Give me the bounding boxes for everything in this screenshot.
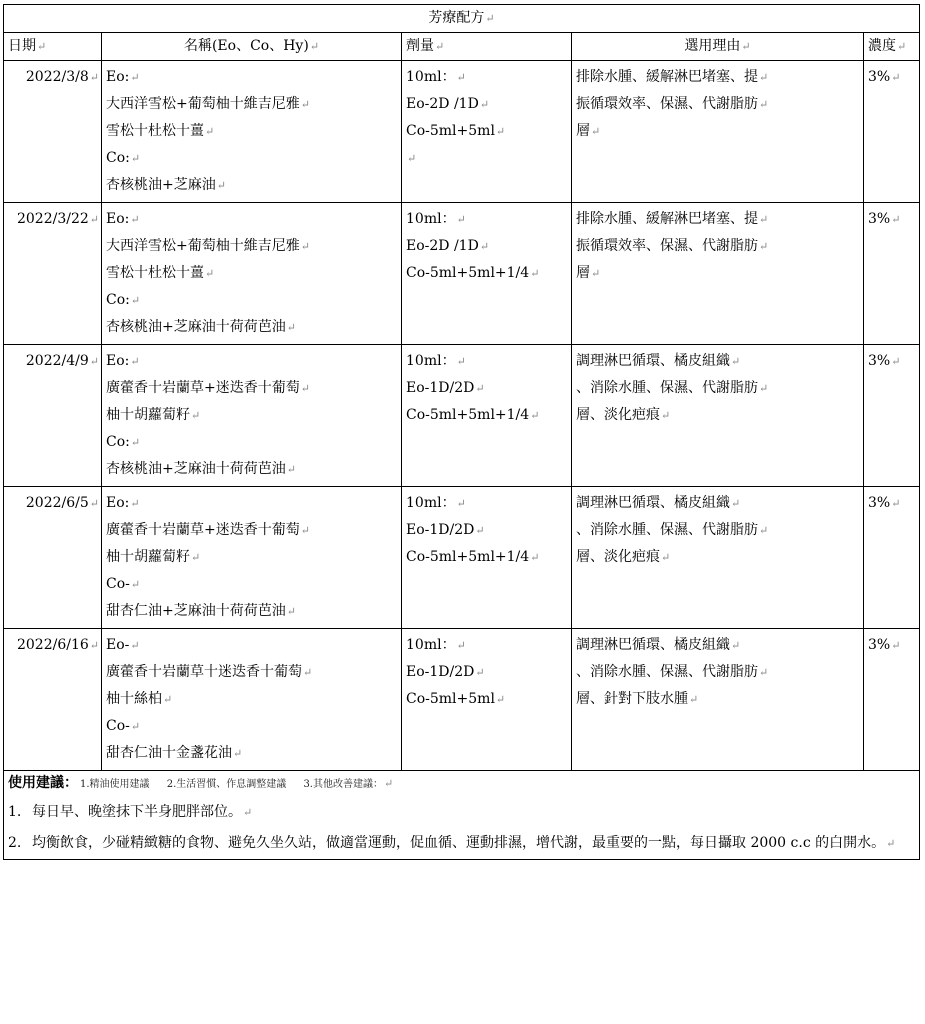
name-line: Co:↵: [106, 434, 141, 450]
name-line: 大西洋雪松+葡萄柚十維吉尼雅↵: [106, 96, 310, 112]
reason-line: 振循環效率、保濕、代謝脂肪↵: [576, 96, 769, 112]
reason-cell: [572, 61, 864, 203]
name-line: 甜杏仁油十金盞花油↵: [106, 745, 243, 761]
dose-line: Co-5ml+5ml+1/4↵: [406, 407, 540, 423]
header-reason: 選用理由↵: [572, 33, 864, 61]
name-line: 杏核桃油+芝麻油↵: [106, 177, 226, 193]
reason-cell: [572, 203, 864, 345]
dose-line: 10ml：↵: [406, 69, 466, 85]
reason-line: 調理淋巴循環、橘皮組織↵: [576, 495, 741, 511]
name-line: Eo:↵: [106, 69, 140, 85]
header-concentration: 濃度↵: [864, 33, 920, 61]
reason-line: 排除水腫、緩解淋巴堵塞、提↵: [576, 69, 769, 85]
reason-line: 排除水腫、緩解淋巴堵塞、提↵: [576, 211, 769, 227]
name-line: 柚十胡蘿蔔籽↵: [106, 549, 201, 565]
name-cell: [102, 203, 402, 345]
header-date: 日期↵: [4, 33, 102, 61]
reason-line: 、消除水腫、保濕、代謝脂肪↵: [576, 664, 769, 680]
reason-line: 層、淡化疤痕↵: [576, 407, 671, 423]
concentration-cell: 3%↵: [864, 61, 920, 203]
name-line: 廣藿香十岩蘭草+迷迭香十葡萄↵: [106, 380, 310, 396]
reason-cell: [572, 487, 864, 629]
concentration-cell: 3%↵: [864, 629, 920, 771]
table-row: [4, 629, 920, 771]
name-cell: [102, 345, 402, 487]
reason-cell: [572, 345, 864, 487]
reason-line: 振循環效率、保濕、代謝脂肪↵: [576, 238, 769, 254]
reason-line: 層↵: [576, 265, 601, 281]
name-line: Co:↵: [106, 292, 141, 308]
dose-line: Co-5ml+5ml+1/4↵: [406, 265, 540, 281]
dose-line: Eo-1D/2D↵: [406, 522, 485, 538]
name-line: 杏核桃油+芝麻油十荷荷芭油↵: [106, 319, 296, 335]
table-title: 芳療配方↵: [4, 5, 920, 33]
suggestion-text: 均衡飲食，少碰精緻糖的食物、避免久坐久站，做適當運動，促血循、運動排濕，增代謝，最重要的一點，每日攝取 2000 c.c 的白開水。↵: [32, 835, 896, 851]
dose-line: 10ml：↵: [406, 495, 466, 511]
name-line: Eo:↵: [106, 495, 140, 511]
dose-line: Eo-2D /1D↵: [406, 238, 490, 254]
name-line: 雪松十杜松十薑↵: [106, 123, 215, 139]
date-cell: 2022/6/16↵: [4, 629, 102, 771]
date-cell: 2022/3/8↵: [4, 61, 102, 203]
name-line: 大西洋雪松+葡萄柚十維吉尼雅↵: [106, 238, 310, 254]
date-cell: 2022/4/9↵: [4, 345, 102, 487]
dose-cell: [402, 487, 572, 629]
reason-cell: [572, 629, 864, 771]
dose-line: 10ml：↵: [406, 353, 466, 369]
name-line: 甜杏仁油+芝麻油十荷荷芭油↵: [106, 603, 296, 619]
dose-line: ↵: [407, 152, 417, 165]
dose-cell: [402, 345, 572, 487]
dose-line: Co-5ml+5ml↵: [406, 123, 506, 139]
name-cell: [102, 61, 402, 203]
name-cell: [102, 629, 402, 771]
date-cell: 2022/3/22↵: [4, 203, 102, 345]
name-cell: [102, 487, 402, 629]
table-row: [4, 345, 920, 487]
name-line: 杏核桃油+芝麻油十荷荷芭油↵: [106, 461, 296, 477]
header-name: 名稱(Eo、Co、Hy)↵: [102, 33, 402, 61]
reason-line: 調理淋巴循環、橘皮組織↵: [576, 637, 741, 653]
concentration-cell: 3%↵: [864, 203, 920, 345]
dose-line: Co-5ml+5ml+1/4↵: [406, 549, 540, 565]
name-line: Eo:↵: [106, 353, 140, 369]
suggestions-cell: [4, 771, 920, 860]
name-line: 雪松十杜松十薑↵: [106, 265, 215, 281]
suggestion-item: [8, 797, 915, 828]
dose-cell: [402, 61, 572, 203]
name-line: Co-↵: [106, 576, 141, 592]
name-line: Co-↵: [106, 718, 141, 734]
dose-line: 10ml：↵: [406, 637, 466, 653]
name-line: Eo:↵: [106, 211, 140, 227]
suggestion-number: 2.: [8, 835, 22, 851]
records-body: [4, 61, 920, 771]
header-dose: 劑量↵: [402, 33, 572, 61]
concentration-cell: 3%↵: [864, 487, 920, 629]
aromatherapy-table: [3, 4, 920, 860]
suggestions-header: 使用建議： 1.精油使用建議 2.生活習慣、作息調整建議 3.其他改善建議：↵: [8, 775, 394, 791]
name-line: Co:↵: [106, 150, 141, 166]
reason-line: 、消除水腫、保濕、代謝脂肪↵: [576, 380, 769, 396]
dose-line: Eo-2D /1D↵: [406, 96, 490, 112]
reason-line: 、消除水腫、保濕、代謝脂肪↵: [576, 522, 769, 538]
dose-line: Co-5ml+5ml↵: [406, 691, 506, 707]
name-line: 柚十胡蘿蔔籽↵: [106, 407, 201, 423]
suggestions-list: [8, 797, 915, 859]
name-line: 柚十絲柏↵: [106, 691, 173, 707]
reason-line: 層↵: [576, 123, 601, 139]
reason-line: 層、針對下肢水腫↵: [576, 691, 699, 707]
dose-line: 10ml：↵: [406, 211, 466, 227]
name-line: 廣藿香十岩蘭草+迷迭香十葡萄↵: [106, 522, 310, 538]
concentration-cell: 3%↵: [864, 345, 920, 487]
name-line: 廣藿香十岩蘭草十迷迭香十葡萄↵: [106, 664, 313, 680]
suggestion-number: 1.: [8, 804, 22, 820]
table-row: [4, 487, 920, 629]
suggestion-text: 每日早、晚塗抹下半身肥胖部位。↵: [32, 804, 253, 820]
table-row: [4, 61, 920, 203]
dose-line: Eo-1D/2D↵: [406, 380, 485, 396]
suggestion-item: [8, 828, 915, 859]
dose-line: Eo-1D/2D↵: [406, 664, 485, 680]
reason-line: 調理淋巴循環、橘皮組織↵: [576, 353, 741, 369]
name-line: Eo-↵: [106, 637, 140, 653]
reason-line: 層、淡化疤痕↵: [576, 549, 671, 565]
date-cell: 2022/6/5↵: [4, 487, 102, 629]
table-row: [4, 203, 920, 345]
dose-cell: [402, 629, 572, 771]
dose-cell: [402, 203, 572, 345]
